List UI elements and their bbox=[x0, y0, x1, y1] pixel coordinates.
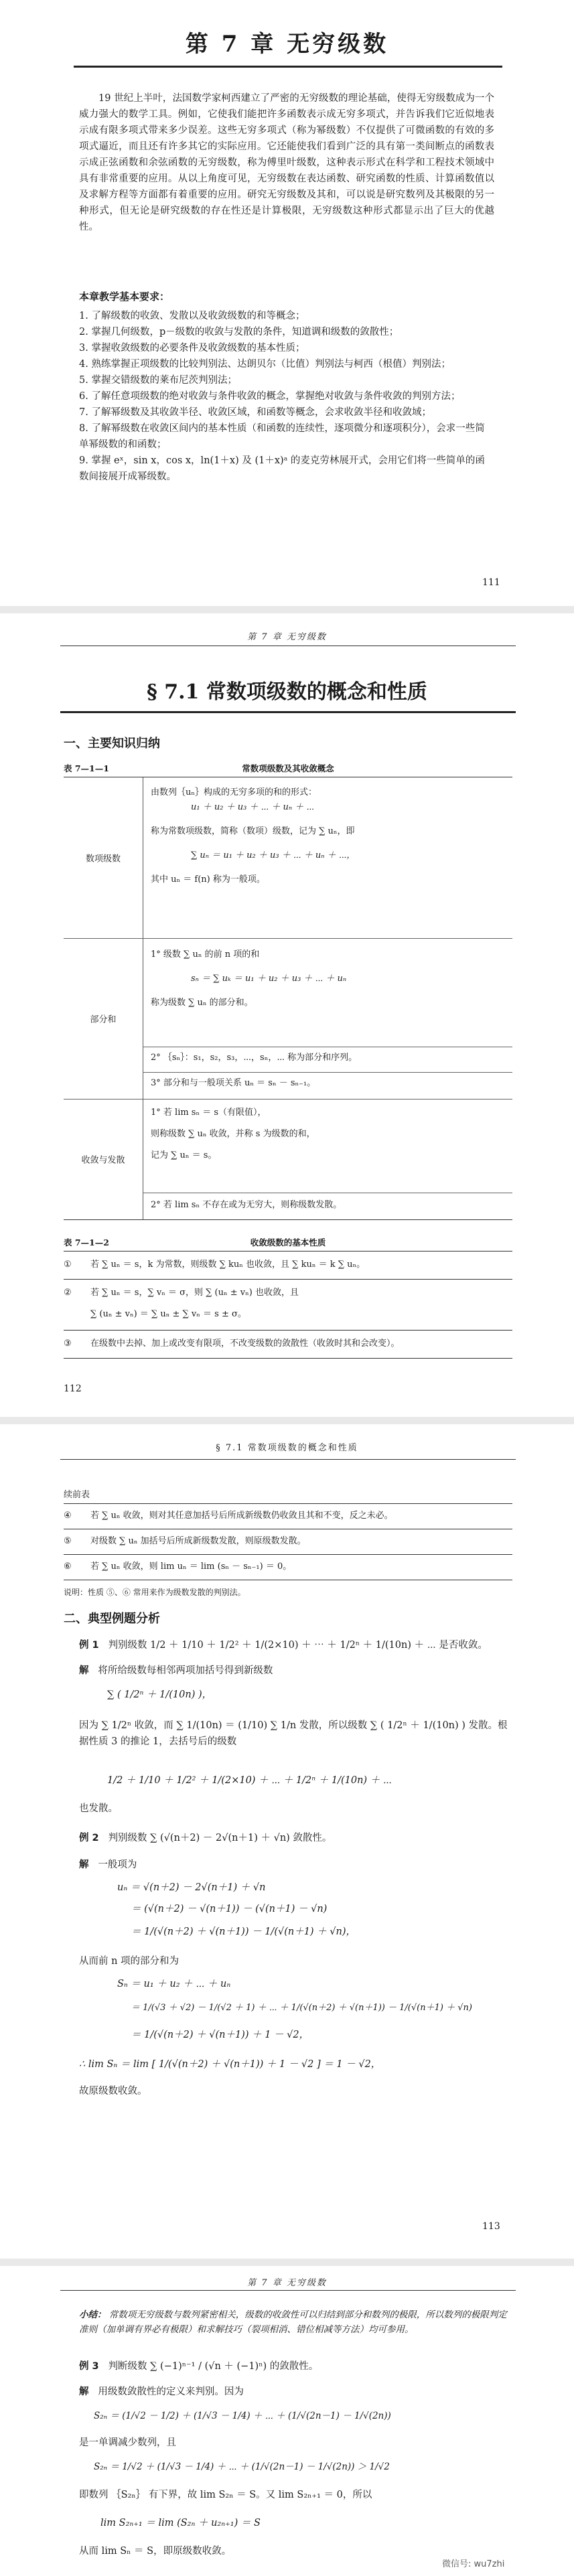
table-1-category: 部分和 bbox=[64, 938, 143, 1099]
table-line: 由数列｛uₙ｝构成的无穷多项的和的形式： bbox=[151, 787, 317, 798]
solution-text: 即数列 ｛S₂ₙ｝ 有下界，故 lim S₂ₙ ＝ S。又 lim S₂ₙ₊₁ ＝ 0，所以 bbox=[79, 2490, 372, 2500]
table-cont-top-rule bbox=[64, 1503, 512, 1504]
table-line: 称为常数项级数，简称（数项）级数，记为 ∑ uₙ，即 bbox=[151, 826, 355, 836]
formula: S₂ₙ ＝ (1/√2 － 1/2) ＋ (1/√3 － 1/4) ＋ ⋯ ＋ (1/√(2n－1) － 1/√(2n)) bbox=[94, 2411, 391, 2421]
formula: lim S₂ₙ₊₁ ＝ lim (S₂ₙ ＋ u₂ₙ₊₁) ＝ S bbox=[100, 2518, 261, 2528]
property-row: ⑤ 对级数 ∑ uₙ 加括号后所成新级数发散，则原级数发散。 bbox=[64, 1536, 306, 1546]
requirement-item: 4. 熟练掌握正项级数的比较判别法、达朗贝尔（比值）判别法与柯西（根值）判别法； bbox=[79, 359, 451, 370]
summary-text: 常数项无穷级数与数列紧密相关，级数的收敛性可以归结到部分和数列的极限，所以数列的极限判定准则（加单调有界必有极限）和求解技巧（裂项相消、错位相减等方法）均可参用。 bbox=[79, 2309, 507, 2335]
example-label: 例 1 bbox=[79, 1640, 99, 1651]
formula: ∴ lim Sₙ ＝ lim [ 1/(√(n＋2) ＋ √(n＋1)) ＋ 1 － √2 ] ＝ 1 － √2， bbox=[79, 2059, 381, 2070]
example-statement: 判别级数 ∑ (√(n＋2) － 2√(n＋1) ＋ √n) 敛散性。 bbox=[108, 1833, 332, 1843]
row-divider bbox=[64, 1554, 512, 1555]
table-2-top-rule bbox=[64, 1251, 512, 1252]
table-line: 2° ｛sₙ｝：s₁，s₂，s₃，⋯，sₙ，⋯ 称为部分和序列。 bbox=[151, 1053, 358, 1063]
heading-knowledge: 一、主要知识归纳 bbox=[64, 737, 160, 751]
intro-paragraph: 19 世纪上半叶，法国数学家柯西建立了严密的无穷级数的理论基础，使得无穷级数成为一个威力强大的数学工具。例如，它使我们能把许多函数表示成无穷多项式，并告诉我们它近似地表示成有限多项式带来多少误差。这些无穷多项式（称为幂级数）不仅提供了可微函数的有效的多项式逼近，而且还有许多其它的实际应用。它还能使我们看到广泛的具有第一类间断点的函数表示成正弦函数和余弦函数的无穷级数，称为傅里叶级数，这种表示形式在科学和工程技术领域中具有非常重要的应用。从以上角度可见，无穷级数在表达函数、研究函数的性质、计算函数值以及求解方程等方面都有着重要的应用。研究无穷级数及其和，可以说是研究数列及其极限的另一种形式，但无论是研究级数的存在性还是计算极限，无穷级数这种形式都显示出了巨大的优越性。 bbox=[79, 93, 494, 232]
solution-line: 解 一般项为 bbox=[79, 1860, 137, 1870]
running-head: 第 7 章 无穷级数 bbox=[247, 632, 327, 642]
table-formula: ∑ uₙ ＝ u₁ ＋ u₂ ＋ u₃ ＋ ⋯ ＋ uₙ ＋ ⋯， bbox=[191, 850, 356, 860]
table-2-caption: 收敛级数的基本性质 bbox=[250, 1237, 326, 1247]
table-1-cell bbox=[151, 1106, 506, 1163]
property-row: ⑥ 若 ∑ uₙ 收敛，则 lim uₙ ＝ lim (sₙ － sₙ₋₁) ＝ 0。 bbox=[64, 1562, 292, 1572]
solution-label: 解 bbox=[79, 1665, 89, 1676]
table-formula: u₁ ＋ u₂ ＋ u₃ ＋ ⋯ ＋ uₙ ＋ ⋯ bbox=[191, 802, 315, 812]
example-1 bbox=[79, 1637, 508, 1653]
page-113 bbox=[0, 1424, 574, 2259]
table-2-name: 表 7—1—2 bbox=[64, 1237, 109, 1247]
example-label: 例 2 bbox=[79, 1833, 99, 1843]
chapter-rule bbox=[74, 66, 502, 68]
formula: ＝ (√(n＋2) － √(n＋1)) － (√(n＋1) － √n) bbox=[131, 1904, 328, 1914]
table-1 bbox=[64, 777, 512, 1220]
formula: S₂ₙ ＝ 1/√2 ＋ (1/√3 － 1/4) ＋ ⋯ ＋ (1/√(2n－1) － 1/√(2n)) ＞ 1/√2 bbox=[94, 2461, 390, 2472]
solution-text: 从而前 n 项的部分和为 bbox=[79, 1956, 180, 1967]
table-1-cell bbox=[151, 1198, 506, 1213]
table-line: 1° 若 lim sₙ ＝ s（有限值）， bbox=[151, 1108, 267, 1118]
page-111 bbox=[0, 0, 574, 606]
formula: ∑ ( 1/2ⁿ ＋ 1/(10n) )， bbox=[107, 1689, 212, 1700]
formula: ＝ 1/(√(n＋2) ＋ √(n＋1)) － 1/(√(n＋1) ＋ √n)， bbox=[131, 1926, 356, 1937]
page-112 bbox=[0, 613, 574, 1417]
requirement-item: 2. 掌握几何级数，p－级数的收敛与发散的条件，知道调和级数的敛散性； bbox=[79, 327, 399, 337]
table-line: 2° 若 lim sₙ 不存在或为无穷大，则称级数发散。 bbox=[151, 1200, 342, 1210]
page-114 bbox=[0, 2266, 574, 2576]
table-note: 说明：性质 ⑤、⑥ 常用来作为级数发散的判别法。 bbox=[64, 1588, 246, 1597]
solution-label: 解 bbox=[79, 2386, 89, 2397]
requirement-item: 8. 了解幂级数在收敛区间内的基本性质（和函数的连续性，逐项微分和逐项积分），会求一些简单幂级数的和函数； bbox=[79, 423, 485, 450]
solution-text: 从而 lim Sₙ ＝ S，即原级数收敛。 bbox=[79, 2546, 232, 2557]
table-line: 3° 部分和与一般项关系 uₙ ＝ sₙ － sₙ₋₁。 bbox=[151, 1078, 316, 1088]
row-divider bbox=[64, 1330, 512, 1331]
solution-text: 因为 ∑ 1/2ⁿ 收敛，而 ∑ 1/(10n) ＝ (1/10) ∑ 1/n 发散，所以级数 ∑ ( 1/2ⁿ ＋ 1/(10n) ) 发散。根据性质 3 的推论 1，去括号后的级数 bbox=[79, 1720, 508, 1747]
table-line: 其中 uₙ ＝ f(n) 称为一般项。 bbox=[151, 875, 265, 885]
summary bbox=[79, 2307, 508, 2337]
chapter-title: 第 7 章 无穷级数 bbox=[185, 31, 389, 58]
formula: ＝ 1/(√(n＋2) ＋ √(n＋1)) ＋ 1 － √2， bbox=[131, 2030, 309, 2040]
requirements-list bbox=[79, 308, 494, 485]
table-2-bottom-rule bbox=[64, 1358, 512, 1359]
formula: uₙ ＝ √(n＋2) － 2√(n＋1) ＋ √n bbox=[117, 1882, 266, 1893]
solution-line: 解 用级数敛散性的定义来判别。因为 bbox=[79, 2386, 244, 2397]
property-row: ④ 若 ∑ uₙ 收敛，则对其任意加括号后所成新级数仍收敛且其和不变，反之未必。 bbox=[64, 1511, 393, 1521]
property-row: ③ 在级数中去掉、加上或改变有限项，不改变级数的敛散性（收敛时其和会改变）。 bbox=[64, 1339, 400, 1349]
table-1-cell bbox=[151, 948, 506, 1010]
table-1-name: 表 7—1—1 bbox=[64, 763, 109, 773]
table-1-category: 数项级数 bbox=[64, 777, 143, 938]
running-head: § 7.1 常数项级数的概念和性质 bbox=[216, 1443, 358, 1453]
running-head-rule bbox=[60, 2290, 516, 2291]
row-divider bbox=[64, 1279, 512, 1280]
example-statement: 判断级数 ∑ (−1)ⁿ⁻¹ / (√n ＋ (−1)ⁿ) 的敛散性。 bbox=[108, 2361, 319, 2372]
table-formula: sₙ ＝ ∑ uₖ ＝ u₁ ＋ u₂ ＋ u₃ ＋ ⋯ ＋ uₙ bbox=[191, 974, 347, 984]
requirement-item: 6. 了解任意项级数的绝对收敛与条件收敛的概念，掌握绝对收敛与条件收敛的判别方法； bbox=[79, 391, 461, 402]
page-number: 111 bbox=[482, 577, 500, 588]
property-row: ② 若 ∑ uₙ ＝ s，∑ vₙ ＝ σ，则 ∑ (uₙ ± vₙ) 也收敛，且 bbox=[64, 1288, 299, 1298]
heading-examples: 二、典型例题分析 bbox=[64, 1612, 160, 1626]
property-row: ① 若 ∑ uₙ ＝ s，k 为常数，则级数 ∑ kuₙ 也收敛，且 ∑ kuₙ ＝ k ∑ uₙ。 bbox=[64, 1260, 366, 1270]
solution-text: 是一单调减少数列，且 bbox=[79, 2437, 176, 2448]
formula: ＝ 1/(√3 ＋ √2) － 1/(√2 ＋ 1) ＋ ⋯ ＋ 1/(√(n＋2) ＋ √(n＋1)) － 1/(√(n＋1) ＋ √n) bbox=[131, 2003, 472, 2013]
solution-text: 故原级数收敛。 bbox=[79, 2086, 147, 2097]
requirement-item: 5. 掌握交错级数的莱布尼茨判别法； bbox=[79, 375, 237, 386]
table-line: 则称级数 ∑ uₙ 收敛，并称 s 为级数的和， bbox=[151, 1129, 315, 1139]
requirement-item: 1. 了解级数的收敛、发散以及收敛级数的和等概念； bbox=[79, 311, 305, 321]
running-head-rule bbox=[60, 1459, 516, 1460]
requirement-item: 7. 了解幂级数及其收敛半径、收敛区域，和函数等概念，会求收敛半径和收敛域； bbox=[79, 407, 431, 418]
section-title: § 7.1 常数项级数的概念和性质 bbox=[147, 680, 427, 704]
requirement-item: 9. 掌握 eˣ，sin x，cos x，ln(1＋x) 及 (1＋x)ᵃ 的麦克劳林展开式，会用它们将一些简单的函数间接展开成幂级数。 bbox=[79, 455, 485, 482]
row-divider bbox=[143, 1072, 512, 1073]
solution-label: 解 bbox=[79, 1860, 89, 1870]
running-head: 第 7 章 无穷级数 bbox=[247, 2278, 327, 2288]
chapter-intro bbox=[79, 90, 494, 235]
example-label: 例 3 bbox=[79, 2361, 99, 2372]
requirements-title: 本章教学基本要求： bbox=[79, 291, 170, 303]
table-line: 1° 级数 ∑ uₙ 的前 n 项的和 bbox=[151, 950, 260, 960]
wechat-watermark: 微信号: wu7zhi bbox=[442, 2559, 505, 2569]
table-line: 记为 ∑ uₙ ＝ s。 bbox=[151, 1150, 217, 1160]
solution-line: 解 将所给级数每相邻两项加括号得到新级数 bbox=[79, 1665, 273, 1676]
table-1-category: 收敛与发散 bbox=[64, 1099, 143, 1219]
table-1-caption: 常数项级数及其收敛概念 bbox=[242, 763, 334, 773]
table-1-cell bbox=[151, 1051, 506, 1065]
example-2 bbox=[79, 1830, 508, 1846]
solution-text: 也发散。 bbox=[79, 1803, 118, 1814]
requirement-item: 3. 掌握收敛级数的必要条件及收敛级数的基本性质； bbox=[79, 343, 305, 354]
example-3 bbox=[79, 2358, 508, 2374]
formula: 1/2 ＋ 1/10 ＋ 1/2² ＋ 1/(2×10) ＋ ⋯ ＋ 1/2ⁿ ＋ 1/(10n) ＋ ⋯ bbox=[107, 1775, 392, 1786]
example-statement: 判别级数 1/2 ＋ 1/10 ＋ 1/2² ＋ 1/(2×10) ＋ ⋯ ＋ 1/2ⁿ ＋ 1/(10n) ＋ ⋯ 是否收敛。 bbox=[108, 1640, 488, 1651]
continued-label: 续前表 bbox=[64, 1490, 90, 1500]
table-line: 称为级数 ∑ uₙ 的部分和。 bbox=[151, 998, 253, 1008]
summary-label: 小结： bbox=[79, 2309, 106, 2320]
page-number: 112 bbox=[64, 1383, 82, 1394]
formula: Sₙ ＝ u₁ ＋ u₂ ＋ ⋯ ＋ uₙ bbox=[117, 1979, 231, 1989]
page-number: 113 bbox=[482, 2221, 500, 2232]
table-1-cell bbox=[151, 785, 506, 887]
section-rule bbox=[60, 711, 516, 713]
table-1-cell bbox=[151, 1076, 506, 1091]
property-row: ∑ (uₙ ± vₙ) ＝ ∑ uₙ ± ∑ vₙ ＝ s ± σ。 bbox=[90, 1309, 246, 1319]
